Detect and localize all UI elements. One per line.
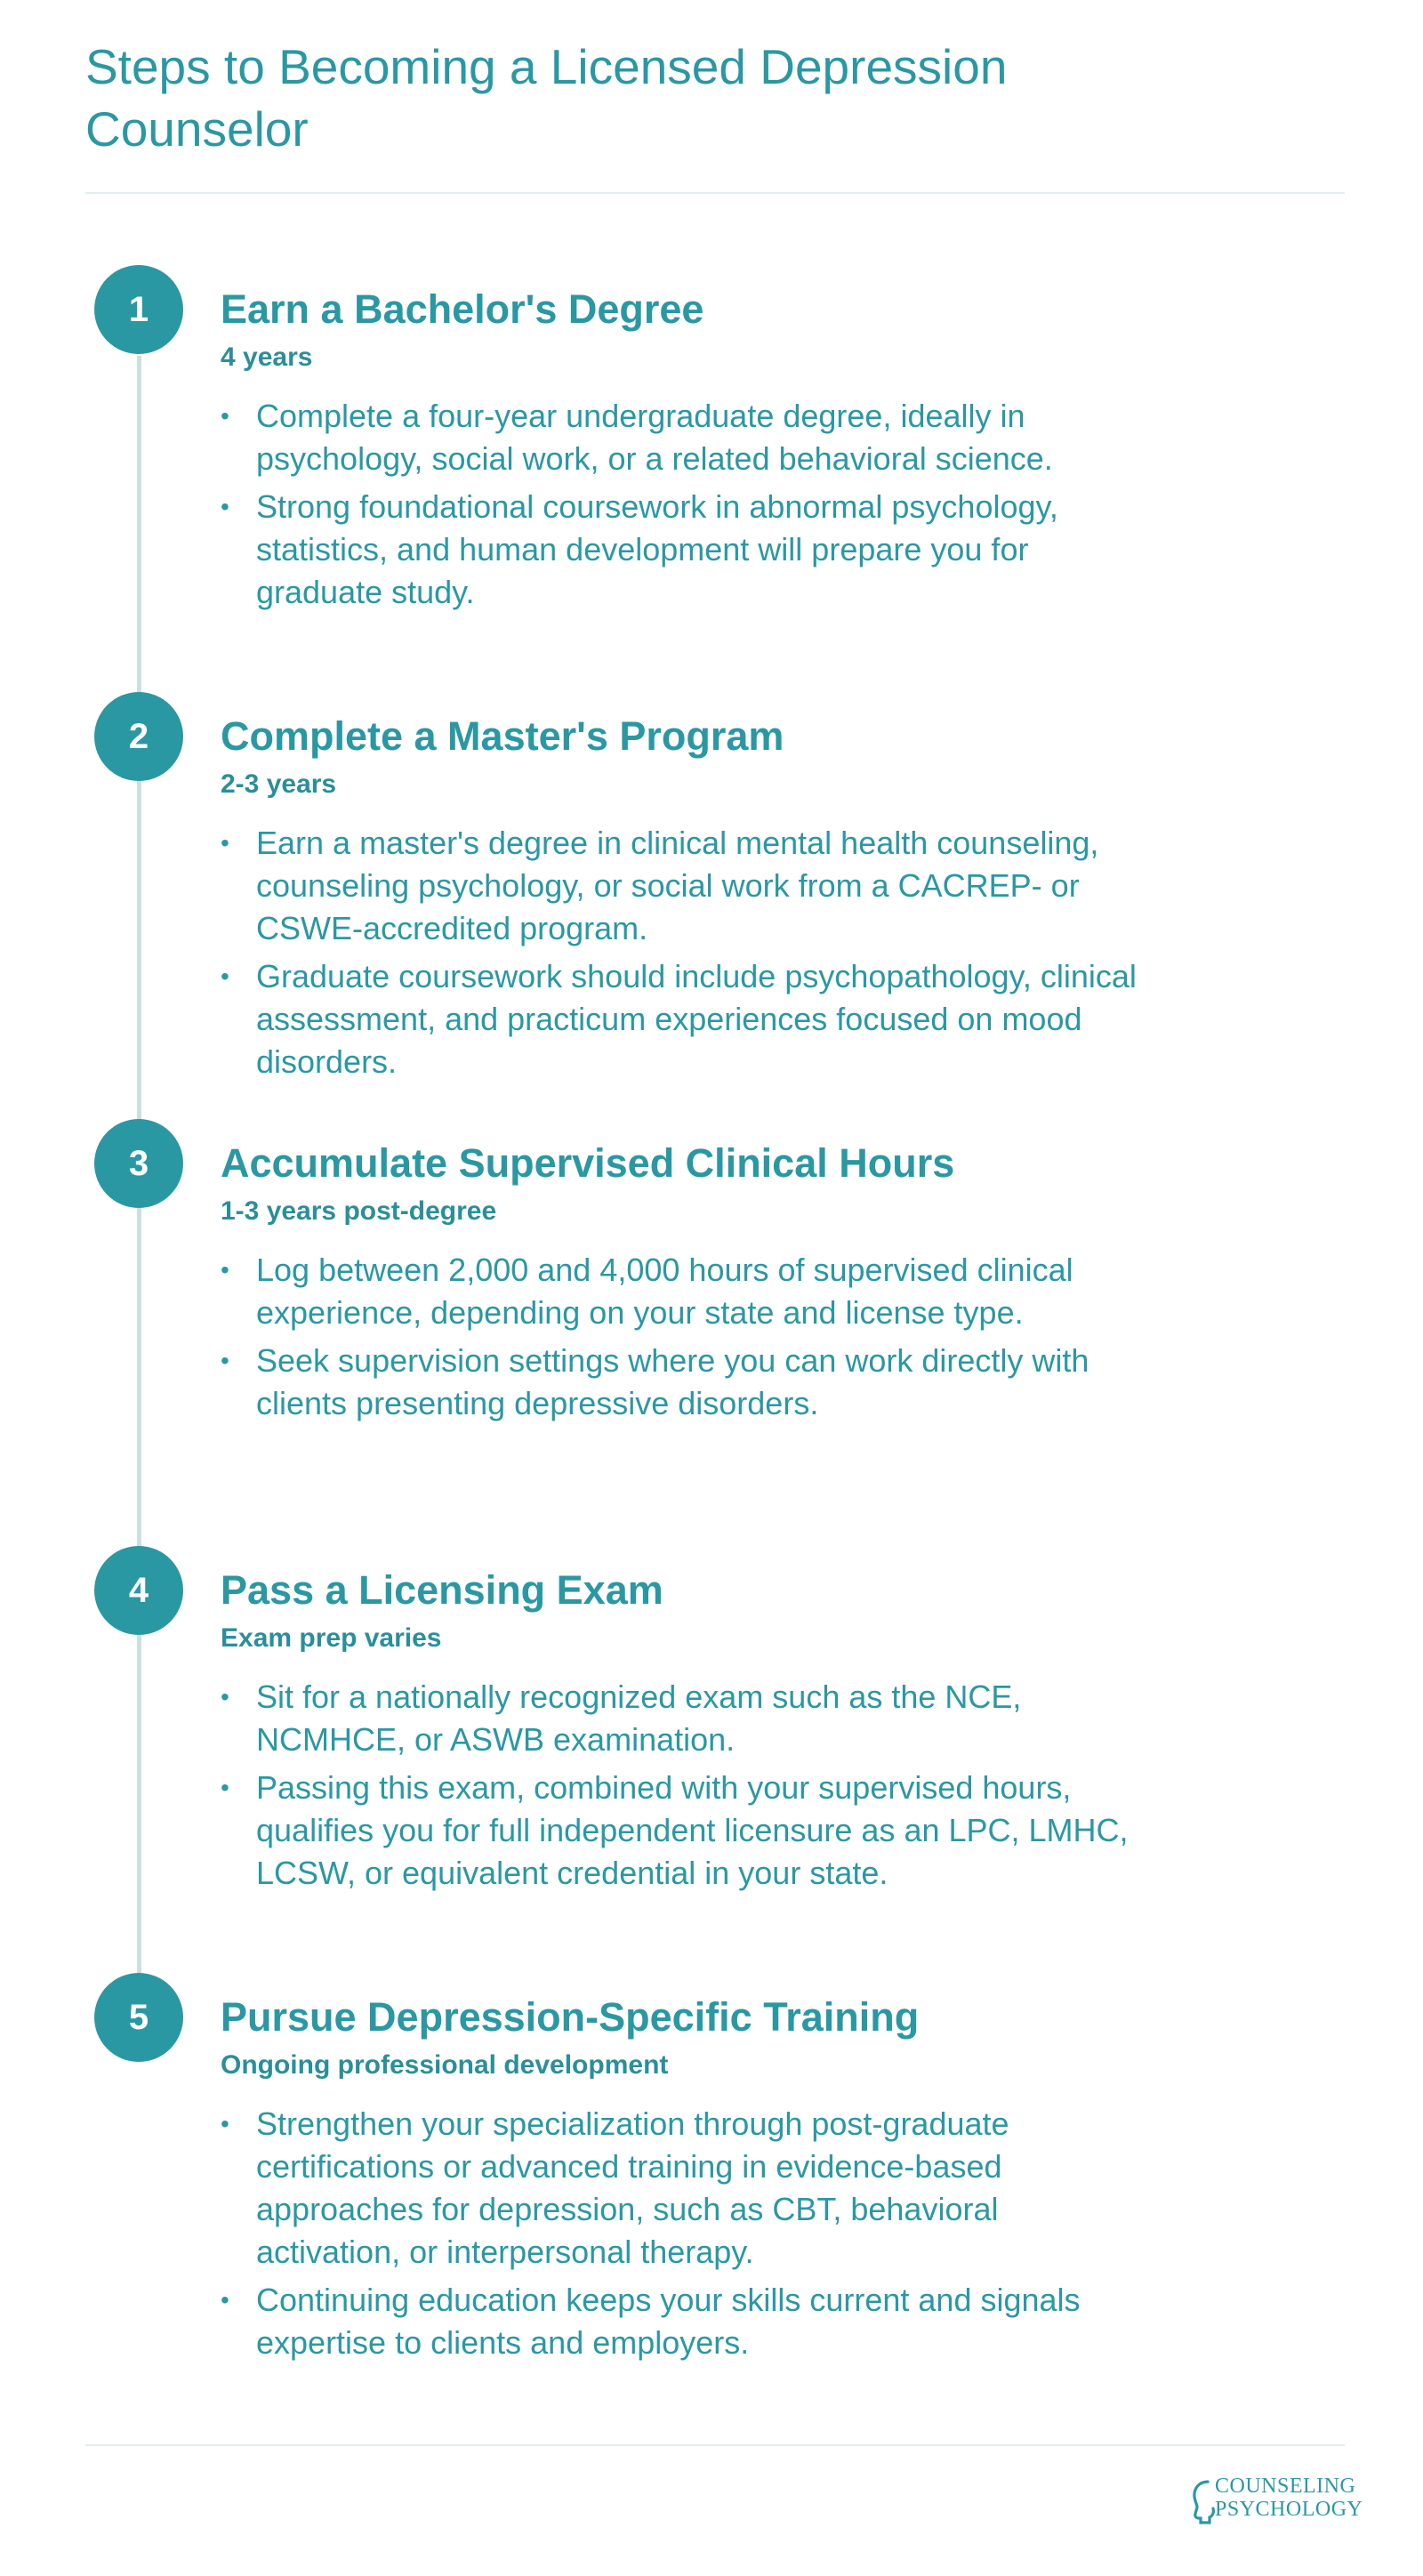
header-divider — [85, 192, 1345, 194]
step-title: Earn a Bachelor's Degree — [221, 286, 704, 332]
step-bullet: • Continuing education keeps your skills current and signals expertise to clients and employers. — [221, 2279, 1137, 2364]
step-duration: 4 years — [221, 342, 313, 372]
step-number-badge: 5 — [94, 1973, 183, 2062]
step-duration: 1-3 years post-degree — [221, 1196, 497, 1226]
step-bullet: • Strong foundational coursework in abnormal psychology, statistics, and human development will prepare you for graduate study. — [221, 486, 1137, 614]
step-bullet: • Graduate coursework should include psychopathology, clinical assessment, and practicum experiences focused on mood disorders. — [221, 955, 1137, 1083]
step-bullet: • Passing this exam, combined with your supervised hours, qualifies you for full independent licensure as an LPC, LMHC, LCSW, or equivalent credential in your state. — [221, 1767, 1137, 1895]
page-title: Steps to Becoming a Licensed Depression Counselor — [85, 39, 1008, 157]
step-number-badge: 4 — [94, 1546, 183, 1635]
step-bullet-list — [221, 1676, 1137, 1900]
step-bullet-list — [221, 395, 1137, 619]
step-bullet-list — [221, 1249, 1137, 1430]
head-silhouette-icon — [1190, 2478, 1217, 2524]
step-duration: Exam prep varies — [221, 1623, 442, 1653]
step-bullet-list — [221, 822, 1137, 1089]
step-bullet: • Complete a four-year undergraduate degree, ideally in psychology, social work, or a related behavioral science. — [221, 395, 1137, 480]
step-bullet: • Seek supervision settings where you can work directly with clients presenting depressive disorders. — [221, 1340, 1137, 1425]
counseling-psychology-logo — [1190, 2473, 1363, 2526]
step-title: Pursue Depression-Specific Training — [221, 1994, 920, 2040]
logo-line-1: COUNSELING — [1215, 2475, 1356, 2498]
step-bullet: • Sit for a nationally recognized exam such as the NCE, NCMHCE, or ASWB examination. — [221, 1676, 1137, 1761]
step-title: Complete a Master's Program — [221, 713, 784, 759]
step-bullet-list — [221, 2103, 1137, 2370]
logo-line-2: PSYCHOLOGY — [1215, 2498, 1363, 2521]
step-duration: Ongoing professional development — [221, 2050, 669, 2080]
step-bullet: • Earn a master's degree in clinical mental health counseling, counseling psychology, or social work from a CACREP- or CSWE-accredited program. — [221, 822, 1137, 950]
step-title: Accumulate Supervised Clinical Hours — [221, 1140, 955, 1186]
step-title: Pass a Licensing Exam — [221, 1567, 663, 1613]
step-number-badge: 3 — [94, 1119, 183, 1208]
step-duration: 2-3 years — [221, 769, 337, 799]
step-bullet: • Strengthen your specialization through post-graduate certifications or advanced training in evidence-based approaches for depression, such as CBT, behavioral activation, or interpersonal therapy. — [221, 2103, 1137, 2274]
step-number-badge: 2 — [94, 692, 183, 781]
step-number-badge: 1 — [94, 265, 183, 354]
footer-divider — [85, 2444, 1345, 2446]
step-bullet: • Log between 2,000 and 4,000 hours of supervised clinical experience, depending on your state and license type. — [221, 1249, 1137, 1334]
